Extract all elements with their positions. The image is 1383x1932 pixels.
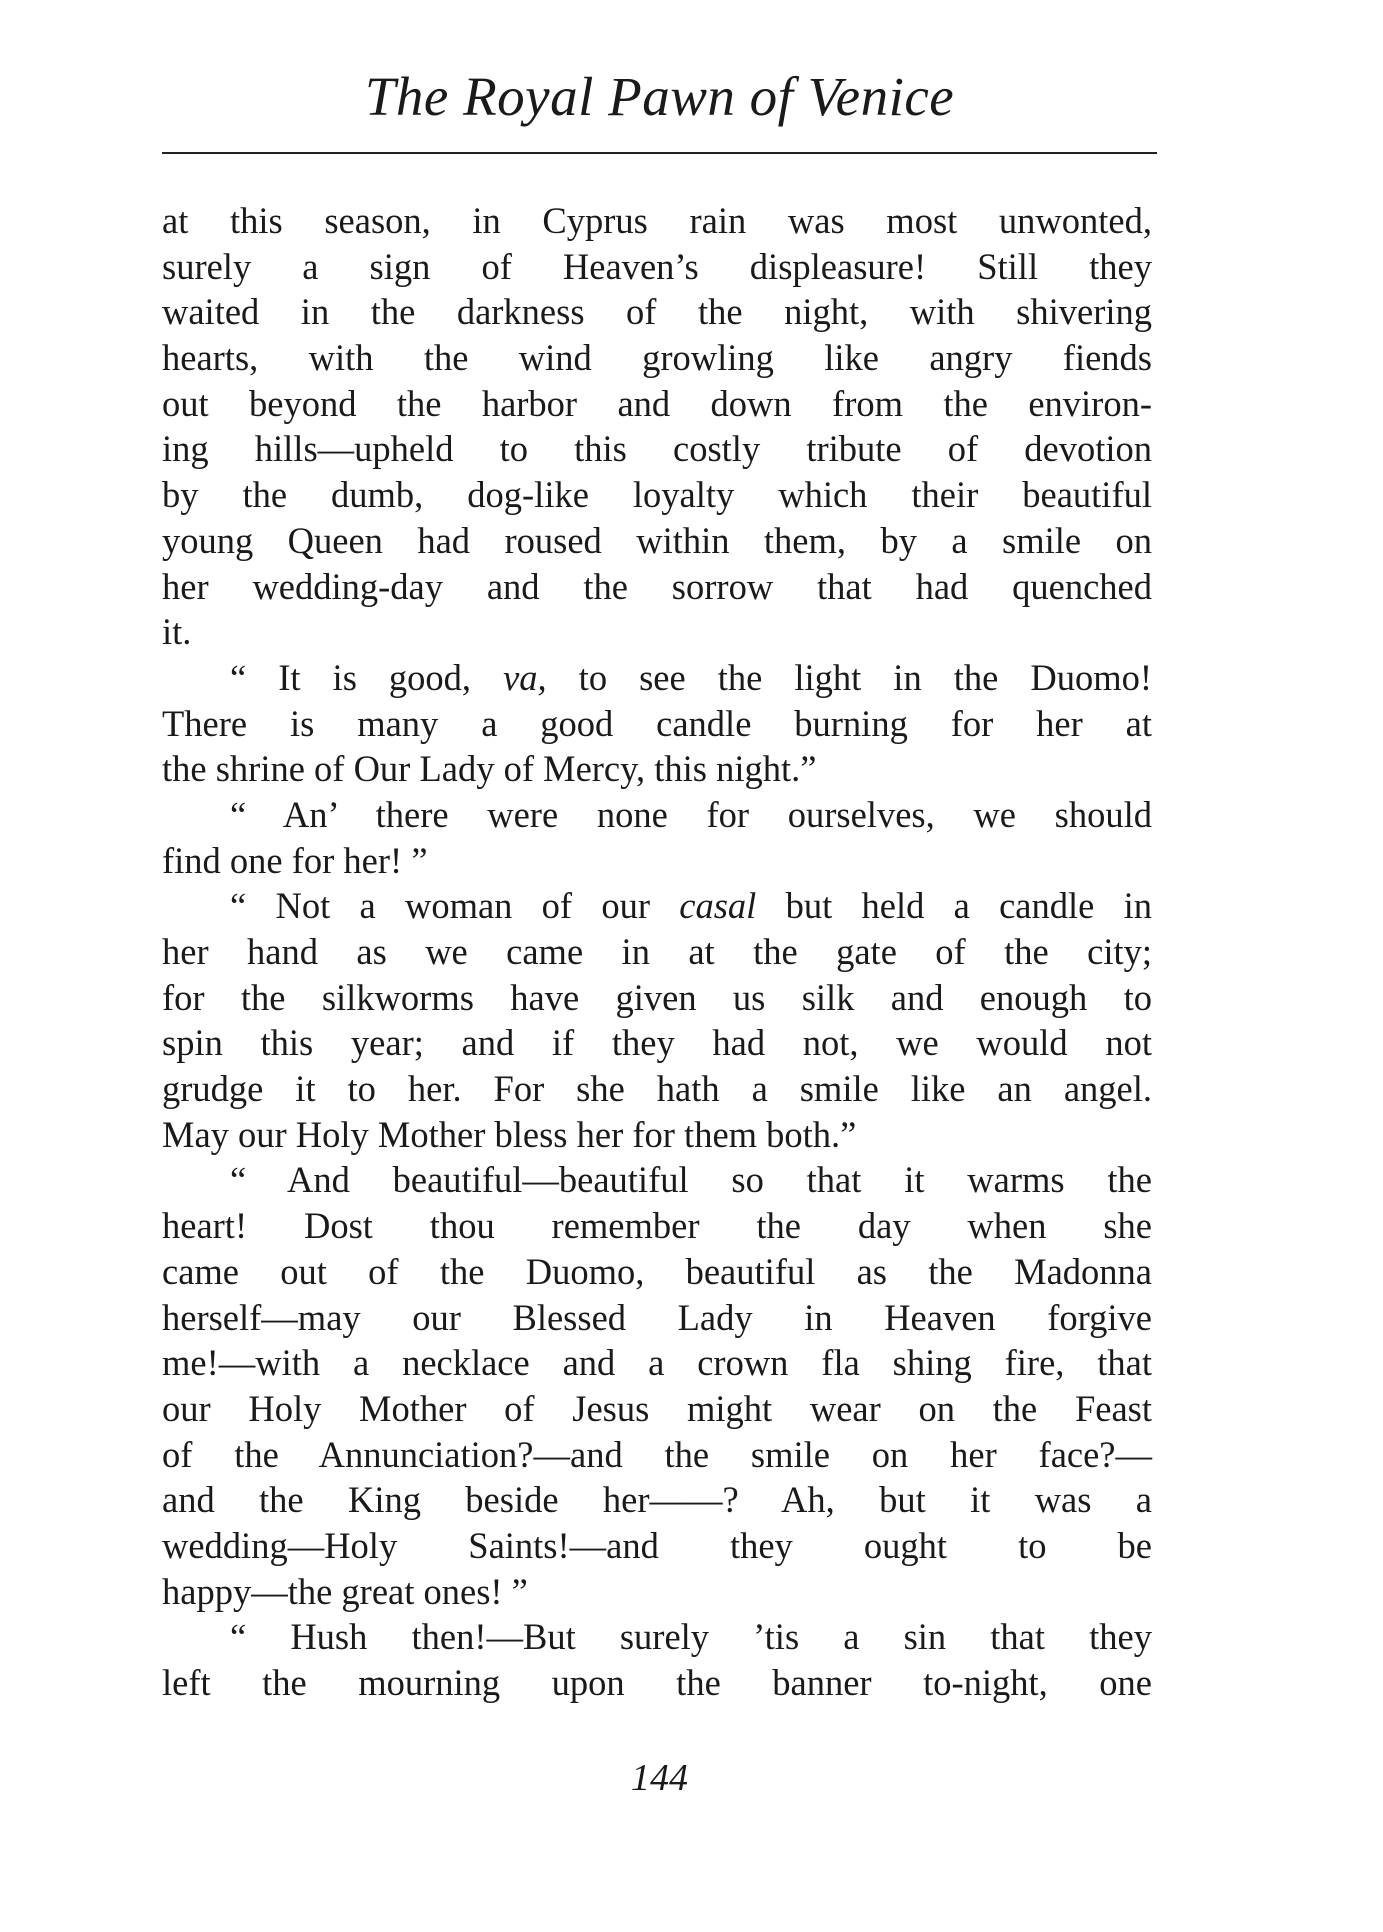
header-rule [162,152,1157,154]
text-line: surely a sign of Heaven’s displeasure! Still they [162,245,1152,287]
text-line: left the mourning upon the banner to-night, one [162,1662,1152,1703]
text-line: came out of the Duomo, beautiful as the Madonna [162,1250,1152,1292]
text-line: There is many a good candle burning for her at [162,702,1152,744]
text-line: ing hills—upheld to this costly tribute of devotion [162,428,1152,470]
page-number: 144 [631,1757,688,1799]
text-line: find one for her! ” [162,839,428,881]
text-line: of the Annunciation?—and the smile on her face?— [162,1433,1152,1475]
text-line: me!—with a necklace and a crown fla shing fire, that [162,1342,1152,1384]
text-line: our Holy Mother of Jesus might wear on the Feast [162,1387,1152,1429]
text-line: “ And beautiful—beautiful so that it warms the [230,1159,1152,1201]
text-line: her wedding-day and the sorrow that had quenched [162,565,1152,607]
text-line: at this season, in Cyprus rain was most unwonted, [162,200,1152,241]
italic-word: casal [679,885,757,927]
text-line: “ An’ there were none for ourselves, we should [230,793,1152,835]
text-line: happy—the great ones! ” [162,1570,528,1612]
text-line: by the dumb, dog-like loyalty which their beautiful [162,474,1152,516]
text-line: it. [162,611,192,653]
text-line: and the King beside her——? Ah, but it was a [162,1479,1152,1521]
text-line: herself—may our Blessed Lady in Heaven forgive [162,1296,1152,1338]
running-title: The Royal Pawn of Venice [364,66,955,127]
text-line: young Queen had roused within them, by a smile on [162,519,1152,561]
text-line: spin this year; and if they had not, we would not [162,1022,1152,1064]
italic-word: va, [503,656,547,698]
text-line: out beyond the harbor and down from the environ- [162,382,1152,424]
text-line: “ Hush then!—But surely ’tis a sin that they [230,1616,1152,1658]
text-line: “ It is good, va, to see the light in the Duomo! [230,656,1152,698]
text-line: for the silkworms have given us silk and enough to [162,976,1152,1018]
text-line: “ Not a woman of our casal but held a candle in [230,885,1152,927]
body-text [162,198,1152,1706]
text-line: hearts, with the wind growling like angry fiends [162,337,1152,379]
text-line: wedding—Holy Saints!—and they ought to be [162,1524,1152,1566]
text-line: waited in the darkness of the night, with shivering [162,291,1152,333]
text-line: the shrine of Our Lady of Mercy, this night.” [162,748,817,790]
text-line: her hand as we came in at the gate of the city; [162,931,1152,972]
text-line: grudge it to her. For she hath a smile like an angel. [162,1068,1152,1110]
text-line: heart! Dost thou remember the day when she [162,1205,1152,1247]
text-line: May our Holy Mother bless her for them both.” [162,1113,857,1155]
